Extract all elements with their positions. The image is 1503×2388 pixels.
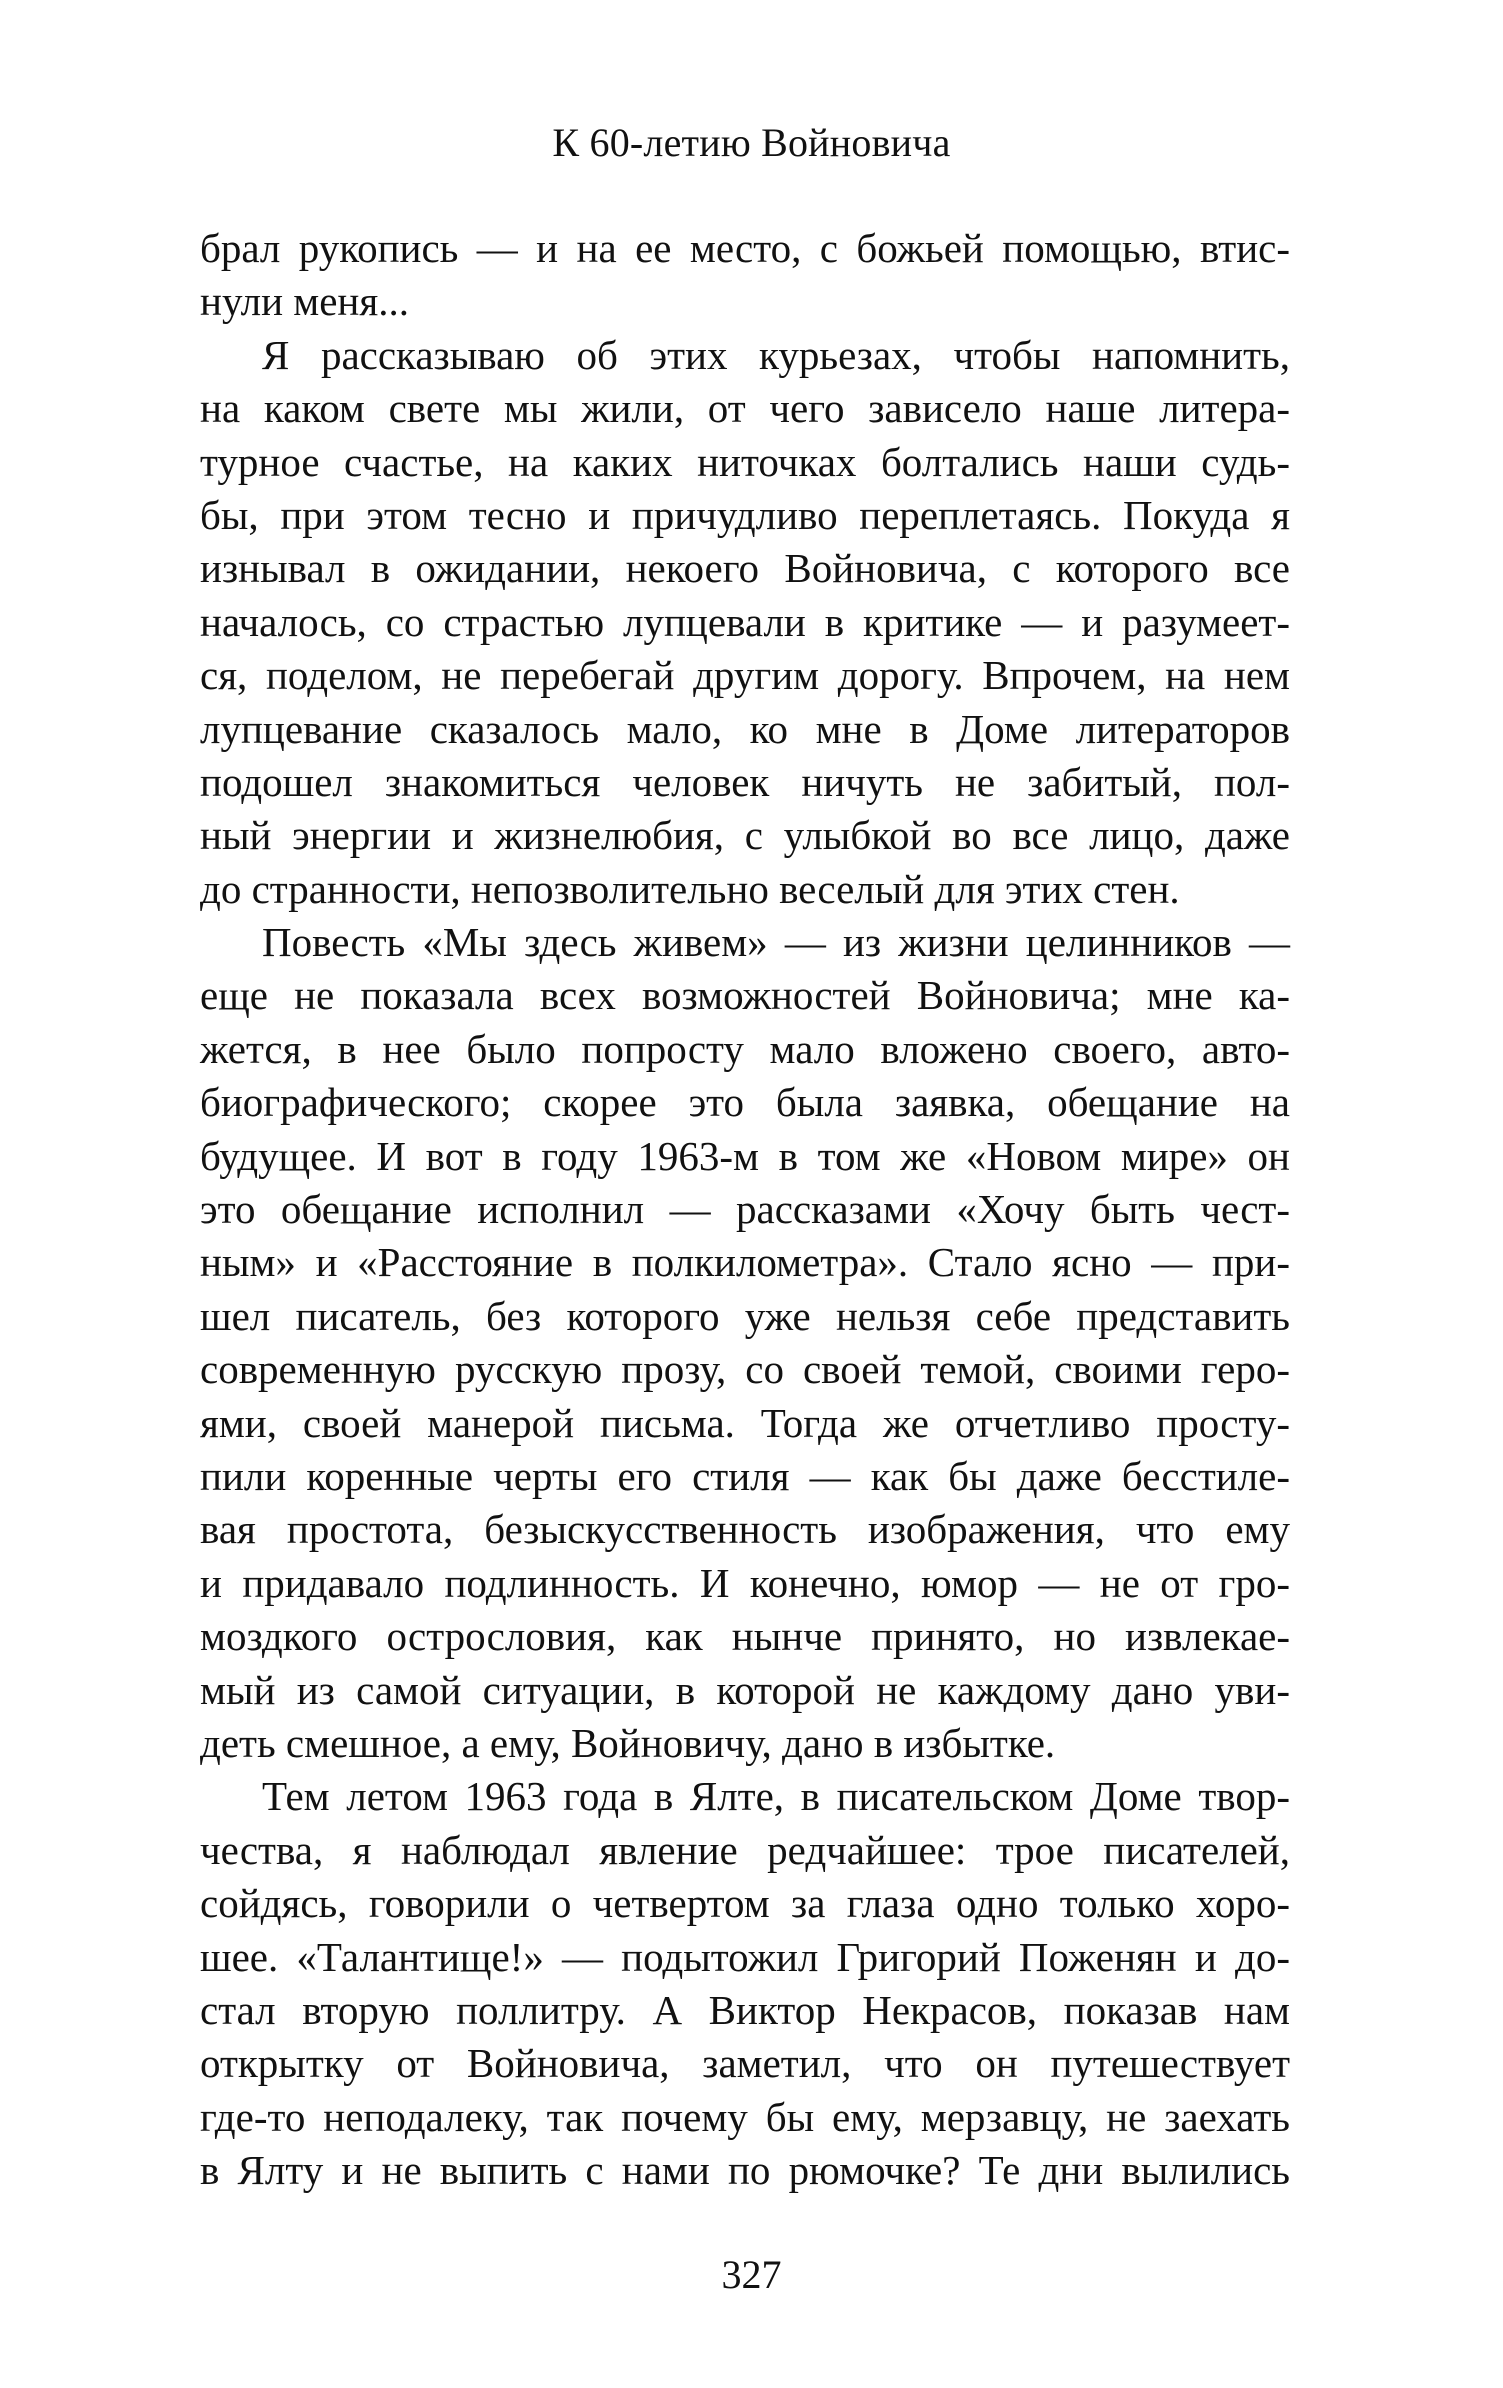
text-line: где-то неподалеку, так почему бы ему, мерзавцу, не заехать <box>200 2093 1290 2140</box>
text-line: современную русскую прозу, со своей темой, своими геро- <box>200 1346 1290 1393</box>
text-line: Тем летом 1963 года в Ялте, в писательском Доме твор- <box>262 1773 1290 1820</box>
text-line: это обещание исполнил — рассказами «Хочу быть чест- <box>200 1186 1290 1233</box>
text-line: на каком свете мы жили, от чего зависело наше литера- <box>200 385 1290 432</box>
text-line: началось, со страстью лупцевали в критике — и разумеет- <box>200 598 1290 645</box>
text-line: подошел знакомиться человек ничуть не забитый, пол- <box>200 758 1290 805</box>
text-line: Я рассказываю об этих курьезах, чтобы напомнить, <box>262 331 1290 378</box>
text-line: бы, при этом тесно и причудливо переплетаясь. Покуда я <box>200 491 1290 538</box>
text-line: в Ялту и не выпить с нами по рюмочке? Те дни вылились <box>200 2147 1290 2194</box>
text-line: еще не показала всех возможностей Войновича; мне ка- <box>200 972 1290 1019</box>
text-line: жется, в нее было попросту мало вложено своего, авто- <box>200 1025 1290 1072</box>
text-line: моздкого острословия, как нынче принято, но извлекае- <box>200 1613 1290 1660</box>
text-line: стал вторую поллитру. А Виктор Некрасов, показав нам <box>200 1986 1290 2033</box>
text-line: ным» и «Расстояние в полкилометра». Стало ясно — при- <box>200 1239 1290 1286</box>
text-line: биографического; скорее это была заявка, обещание на <box>200 1079 1290 1126</box>
text-line: изнывал в ожидании, некоего Войновича, с которого все <box>200 545 1290 592</box>
text-line: мый из самой ситуации, в которой не каждому дано уви- <box>200 1666 1290 1713</box>
text-line: деть смешное, а ему, Войновичу, дано в избытке. <box>200 1719 1056 1766</box>
text-line: вая простота, безыскусственность изображения, что ему <box>200 1506 1290 1553</box>
text-line: ся, поделом, не перебегай другим дорогу. Впрочем, на нем <box>200 652 1290 699</box>
running-header: К 60-летию Войновича <box>552 120 951 165</box>
text-line: сойдясь, говорили о четвертом за глаза одно только хоро- <box>200 1880 1290 1927</box>
text-line: Повесть «Мы здесь живем» — из жизни целинников — <box>262 919 1290 966</box>
text-line: брал рукопись — и на ее место, с божьей помощью, втис- <box>200 225 1290 271</box>
text-line: ями, своей манерой письма. Тогда же отчетливо просту- <box>200 1399 1290 1446</box>
text-line: будущее. И вот в году 1963-м в том же «Новом мире» он <box>200 1132 1290 1179</box>
page-number: 327 <box>721 2252 782 2297</box>
text-line: ный энергии и жизнелюбия, с улыбкой во все лицо, даже <box>200 812 1290 859</box>
text-line: шее. «Талантище!» — подытожил Григорий Поженян и до- <box>200 1933 1290 1980</box>
text-line: чества, я наблюдал явление редчайшее: трое писателей, <box>200 1826 1290 1873</box>
body-text <box>200 222 1290 2197</box>
text-line: до странности, непозволительно веселый для этих стен. <box>200 865 1180 912</box>
text-line: лупцевание сказалось мало, ко мне в Доме литераторов <box>200 705 1290 752</box>
text-line: нули меня... <box>200 278 409 325</box>
text-line: пили коренные черты его стиля — как бы даже бесстиле- <box>200 1452 1290 1499</box>
text-line: открытку от Войновича, заметил, что он путешествует <box>200 2040 1290 2087</box>
text-line: турное счастье, на каких ниточках болтались наши судь- <box>200 438 1290 485</box>
text-line: и придавало подлинность. И конечно, юмор — не от гро- <box>200 1559 1290 1606</box>
text-line: шел писатель, без которого уже нельзя себе представить <box>200 1292 1290 1339</box>
